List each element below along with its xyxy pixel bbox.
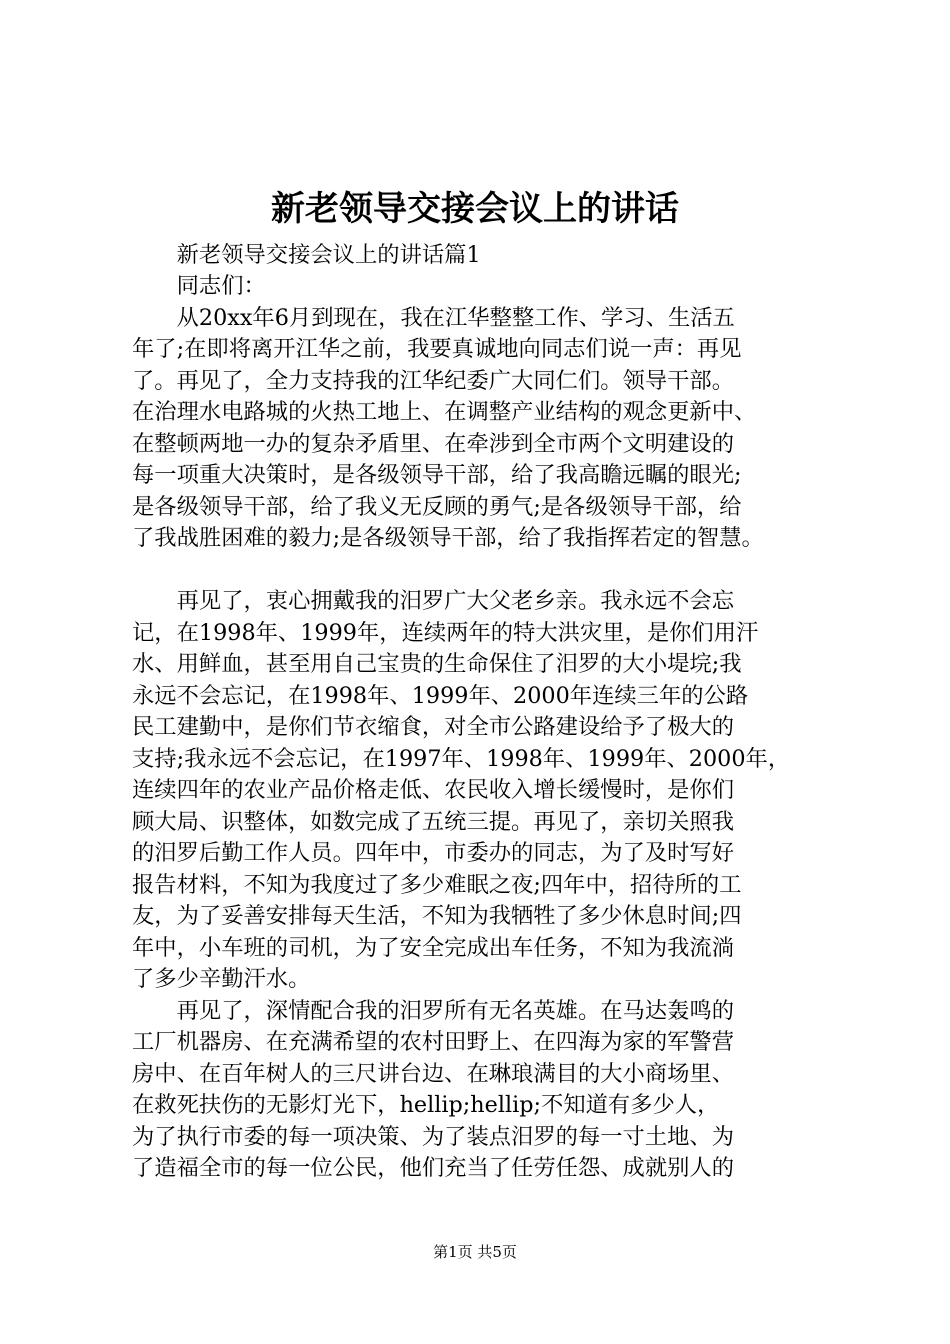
- document-title: 新老领导交接会议上的讲话: [271, 189, 679, 229]
- text-line: 为了执行市委的每一项决策、为了装点汨罗的每一寸土地、为: [132, 1124, 735, 1150]
- text-line: 是各级领导干部，给了我义无反顾的勇气;是各级领导干部，给: [132, 494, 742, 520]
- text-line: 友，为了妥善安排每天生活，不知为我牺牲了多少休息时间;四: [132, 903, 742, 929]
- text-line: 连续四年的农业产品价格走低、农民收入增长缓慢时，是你们: [132, 777, 735, 803]
- text-line: 同志们：: [132, 273, 266, 299]
- text-line: 年中，小车班的司机，为了安全完成出车任务，不知为我流淌: [132, 935, 735, 961]
- text-line: 房中、在百年树人的三尺讲台边、在琳琅满目的大小商场里、: [132, 1061, 735, 1087]
- text-line: 在治理水电路城的火热工地上、在调整产业结构的观念更新中、: [132, 399, 757, 425]
- text-line: 工厂机器房、在充满希望的农村田野上、在四海为家的军警营: [132, 1029, 735, 1055]
- text-line: 顾大局、识整体，如数完成了五统三提。再见了，亲切关照我: [132, 809, 735, 835]
- text-line: 民工建勤中，是你们节衣缩食，对全市公路建设给予了极大的: [132, 714, 735, 740]
- text-line: 了。再见了，全力支持我的江华纪委广大同仁们。领导干部。: [132, 368, 735, 394]
- text-line: 再见了，深情配合我的汨罗所有无名英雄。在马达轰鸣的: [132, 998, 735, 1024]
- text-line: 了我战胜困难的毅力;是各级领导干部，给了我指挥若定的智慧。: [132, 525, 764, 551]
- text-line: 在整顿两地一办的复杂矛盾里、在牵涉到全市两个文明建设的: [132, 431, 735, 457]
- text-line: 从20xx年6月到现在，我在江华整整工作、学习、生活五: [132, 305, 735, 331]
- text-line: 支持;我永远不会忘记，在1997年、1998年、1999年、2000年，: [132, 746, 791, 772]
- text-line: 了造福全市的每一位公民，他们充当了任劳任怨、成就别人的: [132, 1155, 735, 1181]
- text-line: 在救死扶伤的无影灯光下，hellip;hellip;不知道有多少人，: [132, 1092, 720, 1118]
- text-line: 年了;在即将离开江华之前，我要真诚地向同志们说一声：再见: [132, 336, 742, 362]
- text-line: 每一项重大决策时，是各级领导干部，给了我高瞻远瞩的眼光;: [132, 462, 742, 488]
- text-line: 的汨罗后勤工作人员。四年中，市委办的同志，为了及时写好: [132, 840, 735, 866]
- text-line: 再见了，衷心拥戴我的汨罗广大父老乡亲。我永远不会忘: [132, 588, 735, 614]
- text-line: 永远不会忘记，在1998年、1999年、2000年连续三年的公路: [132, 683, 749, 709]
- text-line: 报告材料，不知为我度过了多少难眠之夜;四年中，招待所的工: [132, 872, 742, 898]
- text-line: 水、用鲜血，甚至用自己宝贵的生命保住了汨罗的大小堤垸;我: [132, 651, 742, 677]
- text-line: 记，在1998年、1999年，连续两年的特大洪灾里，是你们用汗: [132, 620, 759, 646]
- text-line: 新老领导交接会议上的讲话篇1: [132, 242, 481, 268]
- page-number: 第1页 共5页: [433, 1243, 517, 1261]
- text-line: 了多少辛勤汗水。: [132, 966, 311, 992]
